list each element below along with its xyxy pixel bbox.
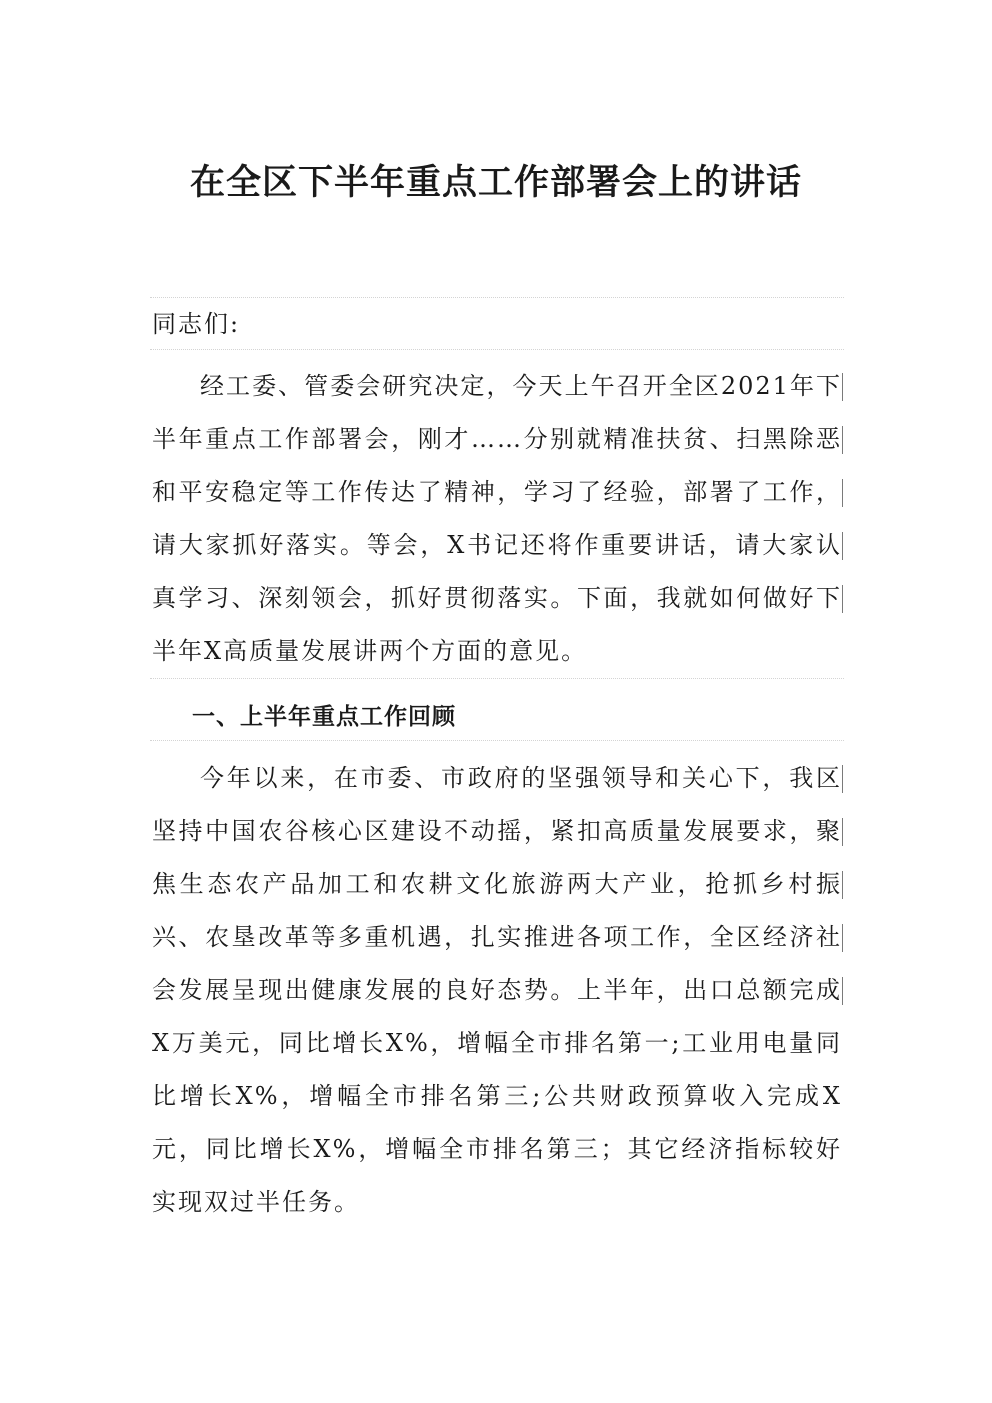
divider [150,349,844,350]
line-end-mark [842,426,843,454]
line-end-mark [842,765,843,793]
line-end-mark [842,532,843,560]
line-end-mark [842,977,843,1005]
section-heading: 一、上半年重点工作回顾 [192,704,456,730]
line-end-mark [842,924,843,952]
line-end-mark [842,373,843,401]
section-body-paragraph: 今年以来，在市委、市政府的坚强领导和关心下，我区坚持中国农谷核心区建设不动摇，紧扣高质量发展要求，聚焦生态农产品加工和农耕文化旅游两大产业，抢抓乡村振兴、农垦改革等多重机遇，扎实推进各项工作，全区经济社会发展呈现出健康发展的良好态势。上半年，出口总额完成X万美元，同比增长X%，增幅全市排名第一;工业用电量同比增长X%，增幅全市排名第三;公共财政预算收入完成X元，同比增长X%，增幅全市排名第三；其它经济指标较好实现双过半任务。 [152,764,842,1216]
document-title: 在全区下半年重点工作部署会上的讲话 [189,162,802,203]
salutation: 同志们: [152,310,241,338]
divider [150,678,844,679]
line-end-mark [842,585,843,613]
line-end-mark [842,818,843,846]
divider [150,740,844,741]
line-end-mark [842,871,843,899]
divider [150,297,844,298]
intro-paragraph: 经工委、管委会研究决定，今天上午召开全区2021年下半年重点工作部署会，刚才……分别就精准扶贫、扫黑除恶和平安稳定等工作传达了精神，学习了经验，部署了工作，请大家抓好落实。等会，X书记还将作重要讲话，请大家认真学习、深刻领会，抓好贯彻落实。下面，我就如何做好下半年X高质量发展讲两个方面的意见。 [152,372,842,665]
line-end-mark [842,479,843,507]
